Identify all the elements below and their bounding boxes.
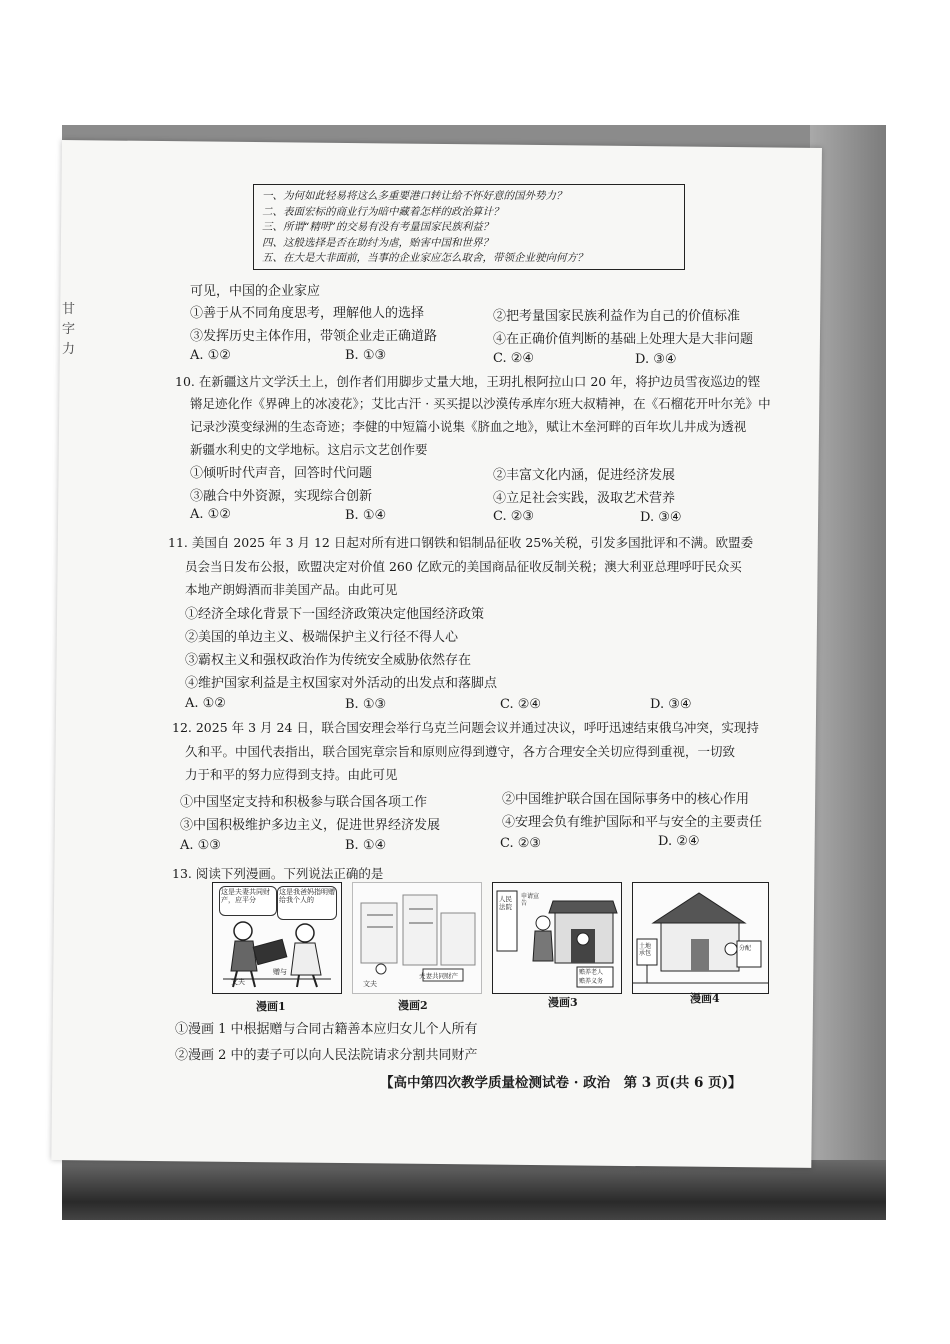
q9-choice-d[interactable]: D. ③④	[635, 352, 677, 367]
q12-stem-line: 久和平。中国代表指出，联合国宪章宗旨和原则应得到遵守，各方合理安全关切应得到重视，一切致	[185, 744, 736, 759]
comic-2-caption: 漫画2	[398, 999, 428, 1012]
comic-3-label: 赡养义务	[579, 978, 604, 985]
edge-mark: 力	[62, 342, 76, 357]
comic-3-court-sign: 人民法院	[499, 895, 512, 911]
q11-choice-a[interactable]: A. ①②	[185, 696, 226, 711]
q9-item: ④在正确价值判断的基础上处理大是大非问题	[493, 332, 754, 347]
q10-item: ①倾听时代声音，回答时代问题	[190, 466, 373, 481]
q10-item: ③融合中外资源，实现综合创新	[190, 489, 373, 504]
page-footer: 【高中第四次教学质量检测试卷 · 政治 第 3 页(共 6 页)】	[380, 1075, 742, 1091]
box-question: 四、这般选择是否在助纣为虐，贻害中国和世界？	[262, 236, 493, 249]
q11-item: ②美国的单边主义、极端保护主义行径不得人心	[185, 630, 459, 645]
q12-stem-line: 12. 2025 年 3 月 24 日，联合国安理会举行乌克兰问题会议并通过决议，呼吁迅速结束俄乌冲突，实现持	[172, 720, 759, 735]
q11-choice-c[interactable]: C. ②④	[500, 697, 542, 712]
q10-stem-line: 新疆水利史的文学地标。这启示文艺创作要	[190, 442, 428, 457]
q11-item: ①经济全球化背景下一国经济政策决定他国经济政策	[185, 607, 485, 622]
comic-4-drawing	[633, 883, 768, 993]
comic-3-label: 申请宣告	[521, 893, 540, 907]
comic-1-label: 赠与	[273, 968, 287, 976]
q11-stem-line: 11. 美国自 2025 年 3 月 12 日起对所有进口钢铁和铝制品征收 25%关税，引发多国批评和不满。欧盟委	[168, 535, 754, 550]
q10-item: ④立足社会实践，汲取艺术营养	[493, 491, 676, 506]
comic-4-sign: 分配	[739, 945, 752, 952]
q9-item: ③发挥历史主体作用，带领企业走正确道路	[190, 329, 438, 344]
q13-item: ②漫画 2 中的妻子可以向人民法院请求分割共同财产	[175, 1048, 478, 1063]
comic-2	[352, 882, 482, 994]
q13-stem: 13. 阅读下列漫画。下列说法正确的是	[172, 866, 384, 881]
q12-item: ④安理会负有维护国际和平与安全的主要责任	[502, 815, 763, 830]
box-question: 一、为何如此轻易将这么多重要港口转让给不怀好意的国外势力？	[262, 190, 567, 202]
q11-choice-b[interactable]: B. ①③	[345, 697, 387, 712]
q10-choice-c[interactable]: C. ②③	[493, 509, 535, 524]
q12-choice-d[interactable]: D. ②④	[658, 834, 700, 849]
q9-choice-b[interactable]: B. ①③	[345, 348, 387, 363]
q9-stem: 可见，中国的企业家应	[190, 284, 321, 299]
q11-choice-d[interactable]: D. ③④	[650, 697, 692, 712]
comic-1-speech-bubble: 这是夫妻共同财产，应平分	[219, 886, 277, 916]
question-box	[253, 184, 685, 270]
box-question: 二、表面宏标的商业行为暗中藏着怎样的政治算计？	[262, 205, 504, 218]
comic-4-caption: 漫画4	[690, 992, 720, 1005]
q10-item: ②丰富文化内涵，促进经济发展	[493, 468, 676, 483]
comic-strip	[212, 882, 767, 1012]
q13-item: ①漫画 1 中根据赠与合同古籍善本应归女儿个人所有	[175, 1022, 478, 1037]
comic-3	[492, 882, 622, 994]
q10-choice-d[interactable]: D. ③④	[640, 510, 682, 525]
q10-choice-b[interactable]: B. ①④	[345, 508, 387, 523]
comic-2-label: 夫妻共同财产	[419, 972, 458, 980]
box-question: 三、所谓“精明”的交易有没有考量国家民族利益？	[262, 221, 494, 233]
comic-2-drawing	[353, 883, 481, 993]
comic-1-caption: 漫画1	[256, 1000, 286, 1013]
q9-item: ①善于从不同角度思考，理解他人的选择	[190, 306, 425, 321]
q10-stem-line: 记录沙漠变绿洲的生态奇迹；李健的中短篇小说集《脐血之地》，赋让木垒河畔的百年坎儿井成为透视	[190, 419, 747, 434]
comic-3-caption: 漫画3	[548, 996, 578, 1009]
comic-4-sign: 土地承包	[639, 943, 652, 957]
comic-4	[632, 882, 769, 994]
q11-stem-line: 员会当日发布公报，欧盟决定对价值 260 亿欧元的美国商品征收反制关税；澳大利亚总理呼吁民众买	[185, 559, 742, 574]
edge-mark: 甘	[62, 302, 76, 317]
comic-2-label: 文夫	[363, 980, 377, 988]
q12-choice-b[interactable]: B. ①④	[345, 838, 387, 853]
q9-choice-c[interactable]: C. ②④	[493, 351, 535, 366]
q12-item: ②中国维护联合国在国际事务中的核心作用	[502, 792, 750, 807]
comic-1	[212, 882, 342, 994]
q12-item: ①中国坚定支持和积极参与联合国各项工作	[180, 795, 428, 810]
q12-choice-c[interactable]: C. ②③	[500, 836, 542, 851]
edge-mark: 字	[62, 322, 76, 337]
q10-stem-line: 锵足迹化作《界碑上的冰凌花》；艾比古汗 · 买买提以沙漠传承库尔班大叔精神，在《石榴花开叶尔羌》中	[190, 396, 771, 411]
q11-stem-line: 本地产朗姆酒而非美国产品。由此可见	[185, 582, 398, 597]
q9-choice-a[interactable]: A. ①②	[190, 348, 231, 363]
q12-stem-line: 力于和平的努力应得到支持。由此可见	[185, 767, 398, 782]
q11-item: ③霸权主义和强权政治作为传统安全威胁依然存在	[185, 653, 472, 668]
comic-1-label: 文夫	[231, 978, 245, 986]
comic-3-label: 赡养老人	[579, 969, 604, 976]
q12-choice-a[interactable]: A. ①③	[180, 838, 221, 853]
box-question: 五、在大是大非面前，当事的企业家应怎么取舍，带领企业驶向何方？	[262, 252, 588, 264]
q11-item: ④维护国家利益是主权国家对外活动的出发点和落脚点	[185, 676, 498, 691]
comic-1-speech-bubble: 这是我爸妈指明赠给我个人的	[277, 886, 337, 920]
q12-item: ③中国积极维护多边主义，促进世界经济发展	[180, 818, 441, 833]
q10-stem-line: 10. 在新疆这片文学沃土上，创作者们用脚步丈量大地，王玥扎根阿拉山口 20 年，将护边员雪夜巡边的铿	[175, 374, 761, 389]
q9-item: ②把考量国家民族利益作为自己的价值标准	[493, 309, 741, 324]
q10-choice-a[interactable]: A. ①②	[190, 507, 231, 522]
